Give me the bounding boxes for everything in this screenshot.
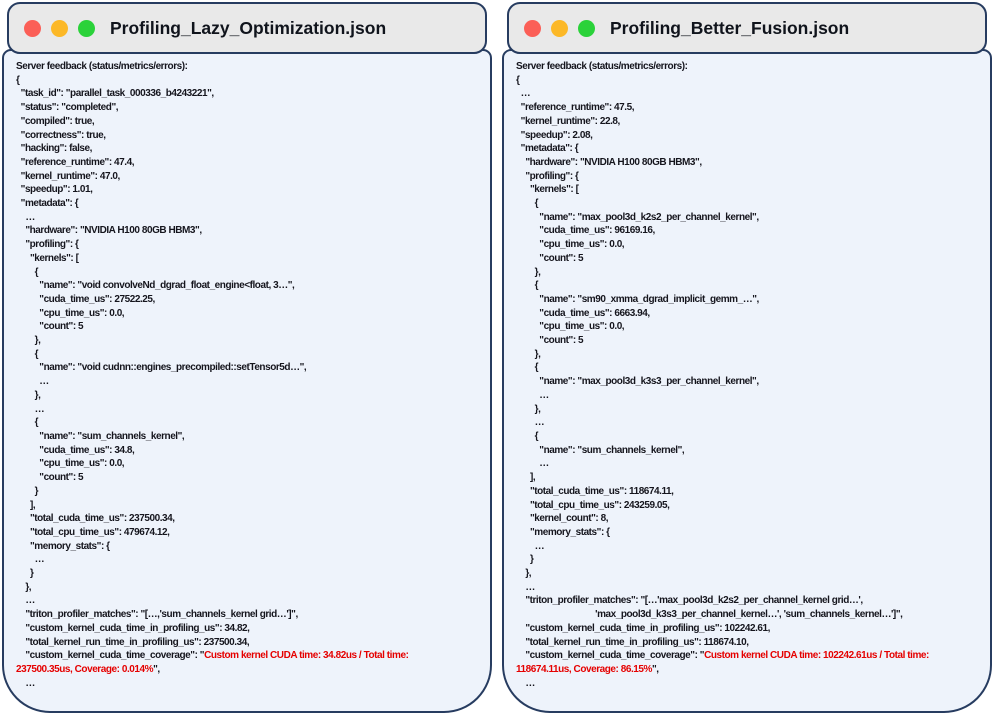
code-line: "name": "sm90_xmma_dgrad_implicit_gemm_…",	[516, 293, 759, 305]
code-line: "triton_profiler_matches": "[…,'sum_channels_kernel grid…']",	[16, 609, 298, 621]
server-feedback-json	[502, 49, 992, 713]
code-line: }	[16, 568, 34, 580]
code-line: },	[16, 581, 32, 593]
code-line: "cuda_time_us": 27522.25,	[16, 293, 155, 305]
code-line: 237500.35us, Coverage: 0.014%",	[16, 663, 160, 675]
code-line: "custom_kernel_cuda_time_in_profiling_us": 102242.61,	[516, 622, 770, 634]
code-line: …	[16, 211, 35, 223]
code-line: },	[516, 348, 541, 360]
code-line: …	[16, 595, 35, 607]
server-feedback-json	[2, 49, 492, 713]
code-line: "kernel_count": 8,	[516, 513, 609, 525]
code-line: "name": "sum_channels_kernel",	[16, 430, 185, 442]
code-line: "custom_kernel_cuda_time_in_profiling_us": 34.82,	[16, 622, 250, 634]
code-line: {	[516, 362, 539, 374]
code-line: "cpu_time_us": 0.0,	[516, 239, 625, 251]
code-line: "custom_kernel_cuda_time_coverage": "Custom kernel CUDA time: 34.82us / Total time:	[16, 650, 409, 662]
code-line: }	[516, 554, 534, 566]
code-line: "total_cuda_time_us": 237500.34,	[16, 513, 175, 525]
code-line: {	[516, 280, 539, 292]
code-line: "custom_kernel_cuda_time_coverage": "Custom kernel CUDA time: 102242.61us / Total time:	[516, 650, 929, 662]
titlebar-lazy-optimization[interactable]	[7, 2, 487, 54]
code-line: "status": "completed",	[16, 102, 119, 114]
code-line: "name": "max_pool3d_k2s2_per_channel_kernel",	[516, 211, 759, 223]
close-icon[interactable]	[24, 20, 41, 37]
code-line: },	[516, 403, 541, 415]
code-line: {	[16, 348, 39, 360]
code-line: ],	[516, 472, 536, 484]
code-line: "compiled": true,	[16, 115, 95, 127]
code-line: "task_id": "parallel_task_000336_b4243221",	[16, 88, 214, 100]
code-line: "cuda_time_us": 96169.16,	[516, 225, 655, 237]
code-line: ],	[16, 499, 36, 511]
code-line: {	[16, 266, 39, 278]
code-line: "kernel_runtime": 22.8,	[516, 115, 620, 127]
code-line: "cuda_time_us": 6663.94,	[516, 307, 650, 319]
code-line: "kernel_runtime": 47.0,	[16, 170, 120, 182]
code-line: "correctness": true,	[16, 129, 106, 141]
code-line: "memory_stats": {	[516, 526, 610, 538]
code-line: "hardware": "NVIDIA H100 80GB HBM3",	[16, 225, 202, 237]
code-line: "name": "void convolveNd_dgrad_float_engine<float, 3…",	[16, 280, 295, 292]
titlebar-better-fusion[interactable]	[507, 2, 987, 54]
window-title: Profiling_Lazy_Optimization.json	[110, 17, 387, 38]
code-line: {	[516, 74, 520, 86]
traffic-lights	[24, 20, 95, 37]
code-line: …	[16, 677, 35, 689]
code-line: },	[516, 266, 541, 278]
code-line: }	[16, 485, 39, 497]
code-line: "kernels": [	[516, 184, 579, 196]
code-line: …	[516, 581, 535, 593]
window-better-fusion	[502, 2, 992, 713]
code-line: …	[516, 417, 545, 429]
code-line: "name": "void cudnn::engines_precompiled::setTensor5d…",	[16, 362, 307, 374]
code-line: "cpu_time_us": 0.0,	[16, 307, 125, 319]
maximize-icon[interactable]	[578, 20, 595, 37]
code-line: …	[516, 458, 549, 470]
code-line: 118674.11us, Coverage: 86.15%",	[516, 663, 659, 675]
code-line: {	[16, 74, 20, 86]
code-line: "profiling": {	[516, 170, 579, 182]
code-line: …	[16, 403, 45, 415]
code-line: …	[516, 540, 545, 552]
code-line: "name": "sum_channels_kernel",	[516, 444, 685, 456]
code-line: …	[516, 677, 535, 689]
maximize-icon[interactable]	[78, 20, 95, 37]
code-line: "speedup": 1.01,	[16, 184, 93, 196]
code-line: "hacking": false,	[16, 143, 92, 155]
code-line: "count": 5	[516, 335, 584, 347]
code-line: Server feedback (status/metrics/errors):	[16, 61, 188, 72]
code-line: "total_kernel_run_time_in_profiling_us": 237500.34,	[16, 636, 250, 648]
code-line: "memory_stats": {	[16, 540, 110, 552]
code-line: "total_cuda_time_us": 118674.11,	[516, 485, 674, 497]
code-line: "total_cpu_time_us": 243259.05,	[516, 499, 670, 511]
code-line: "metadata": {	[516, 143, 579, 155]
code-line: "total_cpu_time_us": 479674.12,	[16, 526, 170, 538]
code-line: "triton_profiler_matches": "[…'max_pool3d_k2s2_per_channel_kernel grid…',	[516, 595, 863, 607]
code-line: },	[16, 335, 41, 347]
code-line: },	[16, 389, 41, 401]
code-line: …	[516, 389, 549, 401]
code-line: "kernels": [	[16, 252, 79, 264]
traffic-lights	[524, 20, 595, 37]
code-line: "metadata": {	[16, 198, 79, 210]
code-line: …	[516, 88, 531, 100]
code-line: "count": 5	[16, 472, 84, 484]
code-line: "count": 5	[16, 321, 84, 333]
minimize-icon[interactable]	[51, 20, 68, 37]
code-line: "reference_runtime": 47.4,	[16, 156, 135, 168]
code-line: "total_kernel_run_time_in_profiling_us": 118674.10,	[516, 636, 749, 648]
code-line: "name": "max_pool3d_k3s3_per_channel_kernel",	[516, 376, 759, 388]
code-line: …	[16, 554, 45, 566]
code-line: "profiling": {	[16, 239, 79, 251]
code-line: "count": 5	[516, 252, 584, 264]
code-line: "hardware": "NVIDIA H100 80GB HBM3",	[516, 156, 702, 168]
code-line: "cpu_time_us": 0.0,	[16, 458, 125, 470]
minimize-icon[interactable]	[551, 20, 568, 37]
window-lazy-optimization	[2, 2, 492, 713]
code-line: "cpu_time_us": 0.0,	[516, 321, 625, 333]
close-icon[interactable]	[524, 20, 541, 37]
code-line: "speedup": 2.08,	[516, 129, 593, 141]
code-line: },	[516, 568, 532, 580]
code-line: "cuda_time_us": 34.8,	[16, 444, 135, 456]
code-line: {	[516, 430, 539, 442]
code-line: Server feedback (status/metrics/errors):	[516, 61, 688, 72]
code-line: {	[16, 417, 39, 429]
window-title: Profiling_Better_Fusion.json	[610, 17, 850, 38]
code-line: "reference_runtime": 47.5,	[516, 102, 635, 114]
code-line: 'max_pool3d_k3s3_per_channel_kernel…', 'sum_channels_kernel…']",	[516, 609, 903, 621]
code-line: …	[16, 376, 49, 388]
code-line: {	[516, 198, 539, 210]
